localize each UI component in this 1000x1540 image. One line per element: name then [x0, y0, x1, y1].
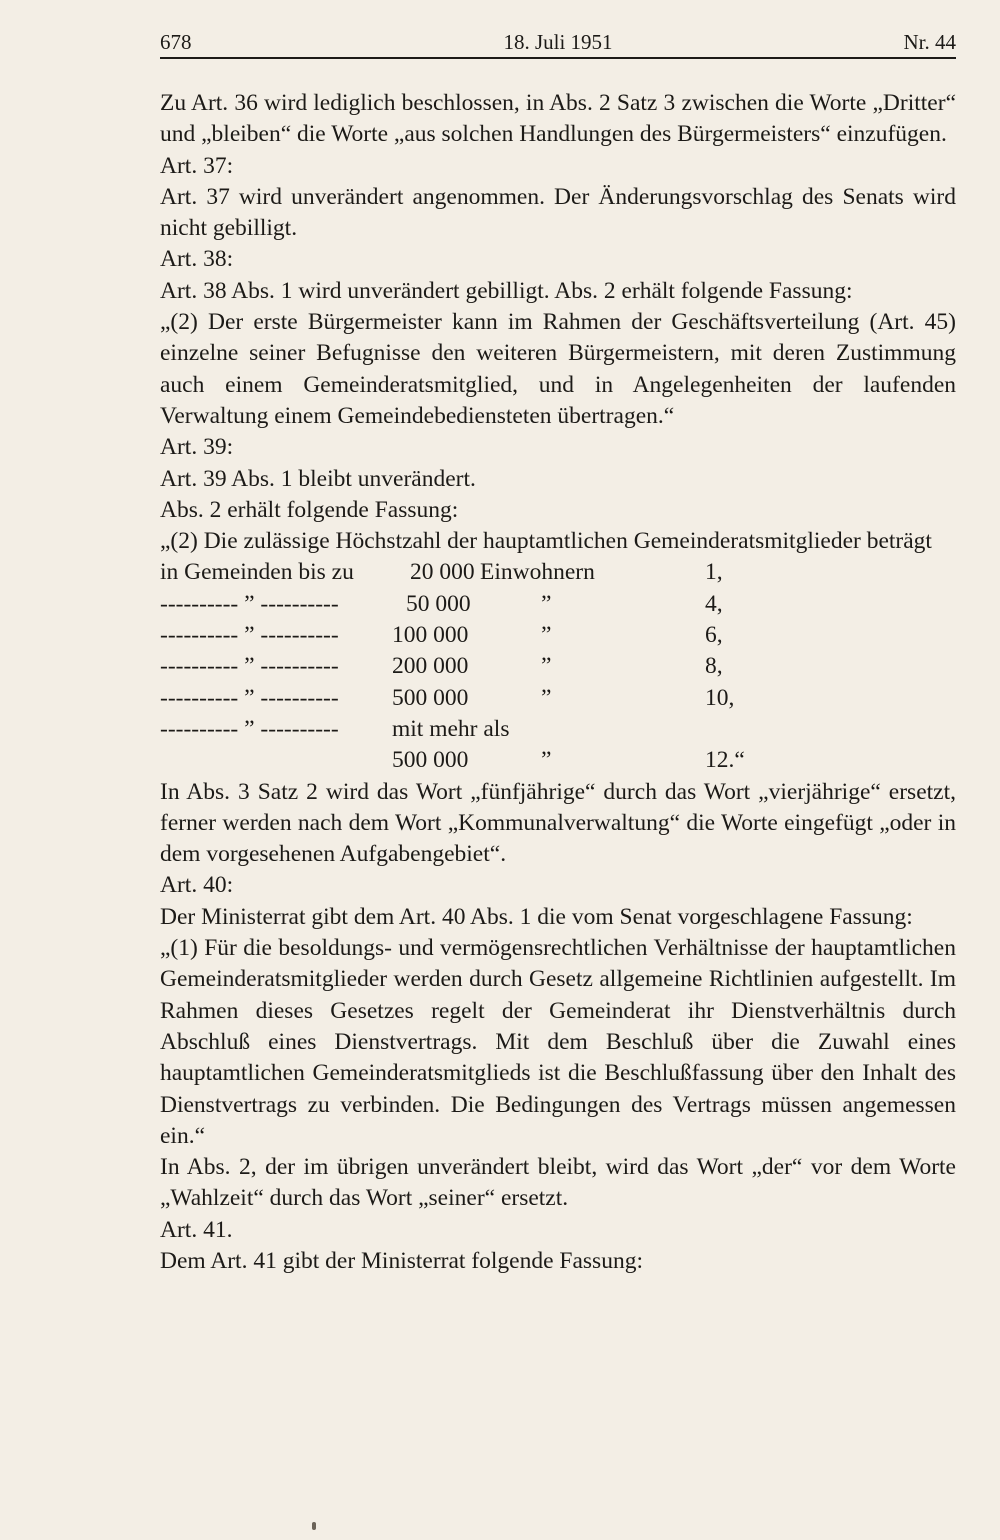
table-cell-population: 100 000: [392, 622, 469, 649]
paragraph: Art. 38 Abs. 1 wird unverändert gebilligt. Abs. 2 erhält folgende Fassung:: [160, 277, 853, 304]
quoted-text: „(2) Die zulässige Höchstzahl der hauptamtlichen Gemeinderatsmitglieder beträgt: [160, 528, 932, 555]
table-cell-population: 500 000: [392, 747, 469, 774]
paragraph: Der Ministerrat gibt dem Art. 40 Abs. 1 die vom Senat vorgeschlagene Fassung:: [160, 903, 913, 930]
table-row: [160, 651, 956, 682]
table-cell-unit: ”: [541, 653, 552, 680]
table-cell-count: 1,: [705, 559, 723, 586]
table-cell-count: 4,: [705, 590, 723, 617]
table-cell-condition: ---------- ” ----------: [160, 653, 339, 680]
table-cell-condition: in Gemeinden bis zu: [160, 559, 354, 586]
table-row: [160, 557, 956, 588]
table-cell-unit: ”: [541, 747, 552, 774]
table-cell-unit: ”: [541, 590, 552, 617]
table-cell-unit: ”: [541, 622, 552, 649]
article-heading: Art. 37:: [160, 152, 234, 179]
table-cell-population: 500 000: [392, 684, 469, 711]
table-cell-condition: ---------- ” ----------: [160, 715, 339, 742]
table-row: [160, 620, 956, 651]
table-cell-condition: ---------- ” ----------: [160, 622, 339, 649]
running-header: [160, 26, 956, 56]
paragraph: In Abs. 3 Satz 2 wird das Wort „fünfjährige“ durch das Wort „vierjährige“ ersetzt, ferner werden nach dem Wort „Kommunalverwaltung“ die Worte eingefügt „oder in dem vorgesehenen Aufgabengebiet“.: [160, 778, 956, 868]
header-rule: [160, 57, 956, 59]
paragraph: Art. 39 Abs. 1 bleibt unverändert.: [160, 465, 476, 492]
table-row: [160, 683, 956, 714]
page-body: [160, 88, 956, 1277]
table-row: [160, 745, 956, 776]
paragraph: Abs. 2 erhält folgende Fassung:: [160, 496, 459, 523]
paragraph: Art. 37 wird unverändert angenommen. Der Änderungsvorschlag des Senats wird nicht gebilligt.: [160, 183, 956, 242]
header-date: 18. Juli 1951: [503, 30, 613, 54]
paragraph: Zu Art. 36 wird lediglich beschlossen, in Abs. 2 Satz 3 zwischen die Worte „Dritter“ und „bleiben“ die Worte „aus solchen Handlungen des Bürgermeisters“ einzufügen.: [160, 90, 956, 148]
issue-number: Nr. 44: [903, 30, 956, 54]
table-cell-count: 6,: [705, 622, 723, 649]
article-heading: Art. 40:: [160, 872, 234, 899]
table-cell-population: 200 000: [392, 653, 469, 680]
paragraph: In Abs. 2, der im übrigen unverändert bleibt, wird das Wort „der“ vor dem Worte „Wahlzeit“ durch das Wort „seiner“ ersetzt.: [160, 1154, 956, 1212]
table-cell-population: mit mehr als: [392, 715, 510, 742]
quoted-text: „(2) Der erste Bürgermeister kann im Rahmen der Geschäftsverteilung (Art. 45) einzelne seiner Befugnisse den weiteren Bürgermeistern, mit deren Zustimmung auch einem Gemeinderatsmitglied, und in Angelegenheiten der laufenden Verwaltung einem Gemeindebediensteten übertragen.“: [160, 309, 956, 429]
table-cell-count: 10,: [705, 684, 735, 711]
article-heading: Art. 41.: [160, 1216, 233, 1243]
page-speck: [312, 1522, 316, 1530]
page-number: 678: [160, 30, 192, 54]
table-row: [160, 589, 956, 620]
table-cell-unit: Einwohnern: [480, 559, 595, 586]
table-cell-population: 50 000: [406, 590, 471, 617]
article-heading: Art. 38:: [160, 246, 234, 273]
table-cell-condition: ---------- ” ----------: [160, 684, 339, 711]
table-cell-population: 20 000: [410, 559, 475, 586]
table-row: [160, 714, 956, 745]
table-cell-count: 12.“: [705, 747, 745, 774]
table-cell-condition: ---------- ” ----------: [160, 590, 339, 617]
table-cell-count: 8,: [705, 653, 723, 680]
paragraph: Dem Art. 41 gibt der Ministerrat folgende Fassung:: [160, 1247, 643, 1274]
table-cell-unit: ”: [541, 684, 552, 711]
member-count-table: [160, 557, 956, 776]
quoted-text: „(1) Für die besoldungs- und vermögensrechtlichen Verhältnisse der hauptamtlichen Gemeinderatsmitglieder werden durch Gesetz allgemeine Richtlinien aufgestellt. Im Rahmen dieses Gesetzes regelt der Gemeinderat ihr Dienstverhältnis durch Abschluß eines Dienstvertrags. Mit dem Beschluß über die Zuwahl eines hauptamtlichen Gemeinderatsmitglieds ist die Beschlußfassung über den Inhalt des Dienstvertrags zu verbinden. Die Bedingungen des Vertrags müssen angemessen ein.“: [160, 935, 956, 1149]
article-heading: Art. 39:: [160, 434, 234, 461]
